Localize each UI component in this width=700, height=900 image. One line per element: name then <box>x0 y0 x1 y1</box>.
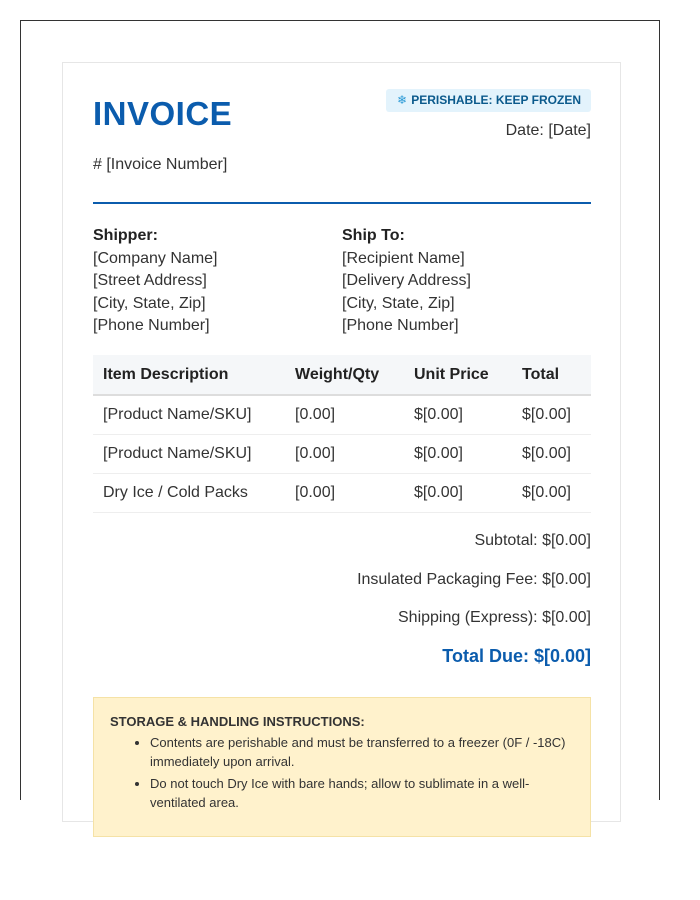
cell-weight-qty: [0.00] <box>285 395 404 435</box>
shipper-phone: [Phone Number] <box>93 317 210 334</box>
column-header-description: Item Description <box>93 355 285 395</box>
ship-to-phone: [Phone Number] <box>342 317 459 334</box>
column-header-weight-qty: Weight/Qty <box>285 355 404 395</box>
storage-instructions-title: STORAGE & HANDLING INSTRUCTIONS: <box>110 714 365 729</box>
cell-description: [Product Name/SKU] <box>93 435 285 474</box>
ship-to-recipient: [Recipient Name] <box>342 249 465 267</box>
invoice-paper <box>62 62 621 822</box>
table-header-row <box>93 355 591 395</box>
storage-instructions-box <box>93 697 591 837</box>
cell-description: Dry Ice / Cold Packs <box>93 474 285 513</box>
perishable-badge <box>386 89 591 112</box>
line-items-table <box>93 355 591 513</box>
column-header-total: Total <box>512 355 591 395</box>
cell-unit-price: $[0.00] <box>404 435 512 474</box>
table-row <box>93 395 591 435</box>
cell-description: [Product Name/SKU] <box>93 395 285 435</box>
invoice-content <box>93 63 591 810</box>
ship-to-label: Ship To: <box>342 227 405 244</box>
cell-weight-qty: [0.00] <box>285 474 404 513</box>
list-item: • Contents are perishable and must be transferred to a freezer (0F / -18C) immediately upon arrival. <box>150 733 574 771</box>
cell-unit-price: $[0.00] <box>404 395 512 435</box>
packaging-fee-line: Insulated Packaging Fee: $[0.00] <box>357 570 591 588</box>
shipper-city: [City, State, Zip] <box>93 294 206 312</box>
subtotal-line: Subtotal: $[0.00] <box>474 532 591 549</box>
table-row <box>93 435 591 474</box>
invoice-date: Date: [Date] <box>505 122 591 139</box>
shipper-street: [Street Address] <box>93 272 207 289</box>
total-due: Total Due: $[0.00] <box>442 645 591 666</box>
invoice-title: INVOICE <box>93 95 233 132</box>
shipper-label: Shipper: <box>93 227 158 244</box>
cell-total: $[0.00] <box>512 474 591 513</box>
header-divider <box>93 202 591 204</box>
column-header-unit-price: Unit Price <box>404 355 512 395</box>
perishable-badge-text: PERISHABLE: KEEP FROZEN <box>411 93 581 107</box>
shipper-block <box>93 225 342 338</box>
ship-to-block <box>342 225 591 338</box>
cell-total: $[0.00] <box>512 435 591 474</box>
cell-unit-price: $[0.00] <box>404 474 512 513</box>
invoice-number: # [Invoice Number] <box>93 156 228 173</box>
storage-instructions-list <box>110 733 574 812</box>
shipping-line: Shipping (Express): $[0.00] <box>398 609 591 626</box>
cell-total: $[0.00] <box>512 395 591 435</box>
totals-section <box>357 528 591 667</box>
document-frame <box>20 20 660 810</box>
cell-weight-qty: [0.00] <box>285 435 404 474</box>
ship-to-city: [City, State, Zip] <box>342 294 455 312</box>
table-row <box>93 474 591 513</box>
parties-section <box>93 225 591 338</box>
invoice-header <box>93 63 591 203</box>
snowflake-icon: ❄ <box>397 93 408 107</box>
list-item: • Do not touch Dry Ice with bare hands; allow to sublimate in a well-ventilated area. <box>150 774 574 812</box>
ship-to-address: [Delivery Address] <box>342 272 471 289</box>
shipper-company: [Company Name] <box>93 249 218 267</box>
